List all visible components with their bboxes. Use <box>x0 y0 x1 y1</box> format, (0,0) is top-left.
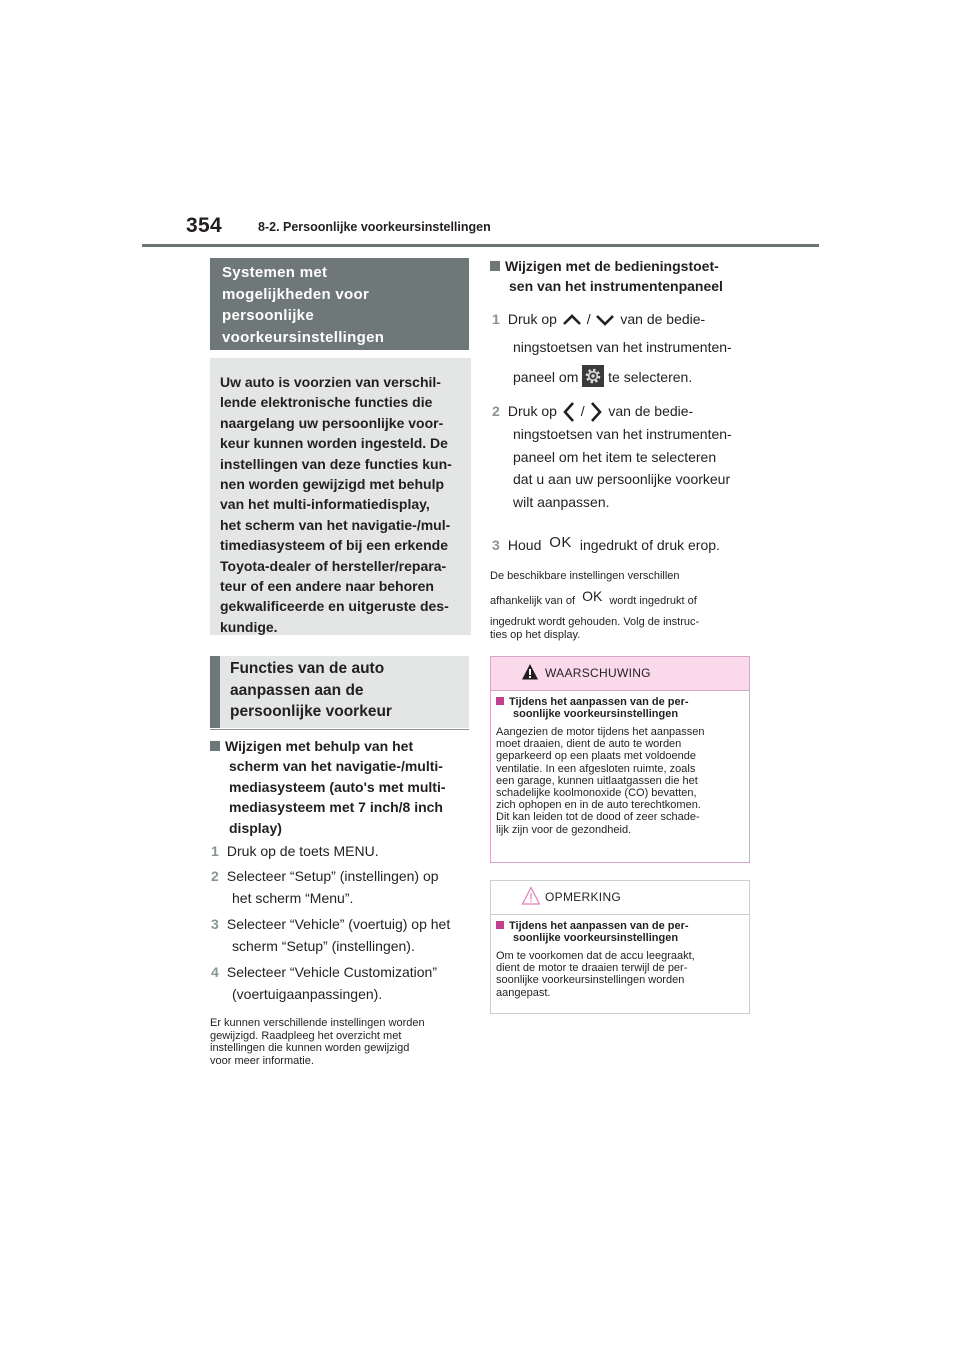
warning-line: Dit kan leiden tot de dood of zeer schade- <box>496 811 700 824</box>
step-number: 3 <box>211 916 219 932</box>
footnote-line: Er kunnen verschillende instellingen worden <box>210 1017 425 1029</box>
subsection-underline <box>210 729 469 730</box>
subsection-title-line: aanpassen aan de <box>230 681 364 699</box>
step-text: te selecteren. <box>608 369 693 385</box>
intro-line: teur of een andere naar behoren <box>220 578 434 595</box>
nav-heading-line: mediasysteem met 7 inch/8 inch <box>229 799 443 816</box>
notice-line: aangepast. <box>496 986 551 999</box>
step-text: van de bedie- <box>620 311 706 327</box>
intro-line: Toyota-dealer of hersteller/repara- <box>220 557 447 574</box>
intro-box <box>210 358 471 635</box>
bullet-square-icon <box>496 921 504 929</box>
chevron-left-icon <box>561 401 577 423</box>
warning-line: Aangezien de motor tijdens het aanpassen <box>496 726 705 738</box>
bullet-square-icon <box>496 697 504 705</box>
warning-line: geparkeerd op een plaats met voldoende <box>496 750 696 763</box>
step-number: 4 <box>211 964 219 980</box>
note-line: De beschikbare instellingen verschillen <box>490 570 680 582</box>
notice-line: dient de motor te draaien terwijl de per- <box>496 962 688 975</box>
step-text: (voertuigaanpassingen). <box>232 986 383 1002</box>
step-4 <box>211 961 471 1005</box>
nav-heading-line: display) <box>229 819 282 836</box>
separator: / <box>580 403 585 419</box>
intro-line: het scherm van het navigatie-/mul- <box>220 516 451 533</box>
notice-title: OPMERKING <box>545 890 622 904</box>
step-3 <box>211 913 471 957</box>
warning-line: lijk zijn voor de gezondheid. <box>496 823 632 836</box>
chevron-down-icon <box>594 313 616 327</box>
step-text: Selecteer “Setup” (instellingen) op <box>226 868 439 884</box>
notice-triangle-icon <box>521 886 541 906</box>
ok-icon: OK <box>549 534 572 551</box>
section-title <box>210 258 469 350</box>
panel-note <box>490 570 752 641</box>
step-text: ningstoetsen van het instrumenten- <box>513 339 732 355</box>
intro-line: timediasysteem of bij een erkende <box>220 537 448 554</box>
nav-heading-line: scherm van het navigatie-/multi- <box>229 758 443 775</box>
step-2 <box>211 865 471 909</box>
step-text: paneel om het item te selecteren <box>513 448 717 465</box>
section-title-line: voorkeursinstellingen <box>222 328 385 346</box>
notice-subtitle-line: Tijdens het aanpassen van de per- <box>509 920 689 932</box>
step-text: ingedrukt of druk erop. <box>579 537 720 553</box>
separator: / <box>586 311 591 327</box>
note-line: wordt ingedrukt of <box>609 595 697 607</box>
intro-line: van het multi-informatiedisplay, <box>220 496 430 513</box>
step-1 <box>211 840 471 862</box>
intro-line: naargelang uw persoonlijke voor- <box>220 414 444 431</box>
subsection-title <box>210 656 469 728</box>
step-text: Druk op <box>507 403 557 419</box>
intro-line: keur kunnen worden ingesteld. De <box>220 435 448 452</box>
note-line: ties op het display. <box>490 628 581 641</box>
warning-line: ventilatie. In een afgesloten ruimte, zoals <box>496 762 696 775</box>
step-text: ningstoetsen van het instrumenten- <box>513 426 732 443</box>
warning-triangle-icon <box>521 663 539 681</box>
step-text: van de bedie- <box>608 403 694 419</box>
step-text: Druk op <box>507 311 557 327</box>
intro-line: Uw auto is voorzien van verschil- <box>220 374 441 390</box>
notice-box <box>490 880 750 1014</box>
note-line: afhankelijk van of <box>490 595 575 607</box>
notice-header <box>491 881 749 915</box>
step-text: Selecteer “Vehicle Customization” <box>226 964 437 980</box>
footnote-line: instellingen die kunnen worden gewijzigd <box>210 1042 410 1054</box>
intro-line: gekwalificeerde en uitgeruste des- <box>220 598 449 615</box>
panel-step-3 <box>492 534 754 557</box>
step-text: Houd <box>507 537 542 553</box>
step-number: 2 <box>492 403 500 419</box>
step-text: het scherm “Menu”. <box>232 890 354 906</box>
chapter-title: 8-2. Persoonlijke voorkeursinstellingen <box>258 220 491 234</box>
step-number: 1 <box>211 843 219 859</box>
chevron-right-icon <box>588 401 604 423</box>
step-number: 3 <box>492 537 500 553</box>
subsection-title-line: Functies van de auto <box>230 660 385 677</box>
notice-subtitle-line: soonlijke voorkeursinstellingen <box>513 932 679 944</box>
step-text: scherm “Setup” (instellingen). <box>232 938 415 954</box>
ok-icon: OK <box>582 588 603 604</box>
intro-line: nen worden gewijzigd met behulp <box>220 476 445 493</box>
footnote-line: voor meer informatie. <box>210 1054 314 1067</box>
panel-heading-line: sen van het instrumentenpaneel <box>509 278 723 295</box>
panel-heading-line: Wijzigen met de bedieningstoet- <box>505 258 719 274</box>
step-text: paneel om <box>513 369 579 385</box>
warning-body <box>496 726 743 836</box>
step-text: Selecteer “Vehicle” (voertuig) op het <box>226 916 451 932</box>
nav-heading-line: mediasysteem (auto's met multi- <box>229 778 446 795</box>
subsection-title-line: persoonlijke voorkeur <box>230 703 392 720</box>
gear-icon <box>582 365 604 387</box>
panel-step-2 <box>492 400 754 513</box>
warning-subtitle-line: soonlijke voorkeursinstellingen <box>513 708 679 720</box>
warning-header <box>491 657 749 691</box>
section-title-line: Systemen met <box>222 264 328 281</box>
warning-subtitle <box>496 696 743 720</box>
bullet-square-icon <box>210 741 220 751</box>
intro-line: kundige. <box>220 618 278 635</box>
step-text: Druk op de toets MENU. <box>226 843 379 859</box>
notice-subtitle <box>496 920 743 944</box>
footnote-line: gewijzigd. Raadpleeg het overzicht met <box>210 1029 402 1042</box>
header-rule <box>142 244 819 247</box>
nav-heading-line: Wijzigen met behulp van het <box>225 738 414 754</box>
warning-subtitle-line: Tijdens het aanpassen van de per- <box>509 696 689 708</box>
panel-step-1 <box>492 306 754 390</box>
page-number: 354 <box>186 214 222 237</box>
section-title-line: mogelijkheden voor <box>222 285 370 303</box>
warning-title: WAARSCHUWING <box>545 666 651 680</box>
bullet-square-icon <box>490 261 500 271</box>
footnote <box>210 1017 470 1067</box>
warning-line: moet draaien, dient de auto te worden <box>496 738 682 751</box>
notice-line: soonlijke voorkeursinstellingen worden <box>496 974 685 987</box>
notice-body <box>496 950 743 999</box>
warning-line: een garage, kunnen uitlaatgassen die het <box>496 774 698 787</box>
panel-heading <box>490 256 752 297</box>
chevron-up-icon <box>561 313 583 327</box>
warning-line: zich ophopen en in de auto terechtkomen. <box>496 799 701 812</box>
notice-line: Om te voorkomen dat de accu leegraakt, <box>496 950 695 962</box>
step-number: 1 <box>492 311 500 327</box>
intro-line: instellingen van deze functies kun- <box>220 455 452 472</box>
nav-heading <box>210 736 470 838</box>
note-line: ingedrukt wordt gehouden. Volg de instruc- <box>490 616 700 628</box>
warning-line: schadelijke koolmonoxide (CO) bevatten, <box>496 787 697 800</box>
intro-line: lende elektronische functies die <box>220 394 433 411</box>
section-title-line: persoonlijke <box>222 307 314 324</box>
step-text: wilt aanpassen. <box>513 493 610 510</box>
warning-box <box>490 656 750 863</box>
step-text: dat u aan uw persoonlijke voorkeur <box>513 471 731 488</box>
step-number: 2 <box>211 868 219 884</box>
